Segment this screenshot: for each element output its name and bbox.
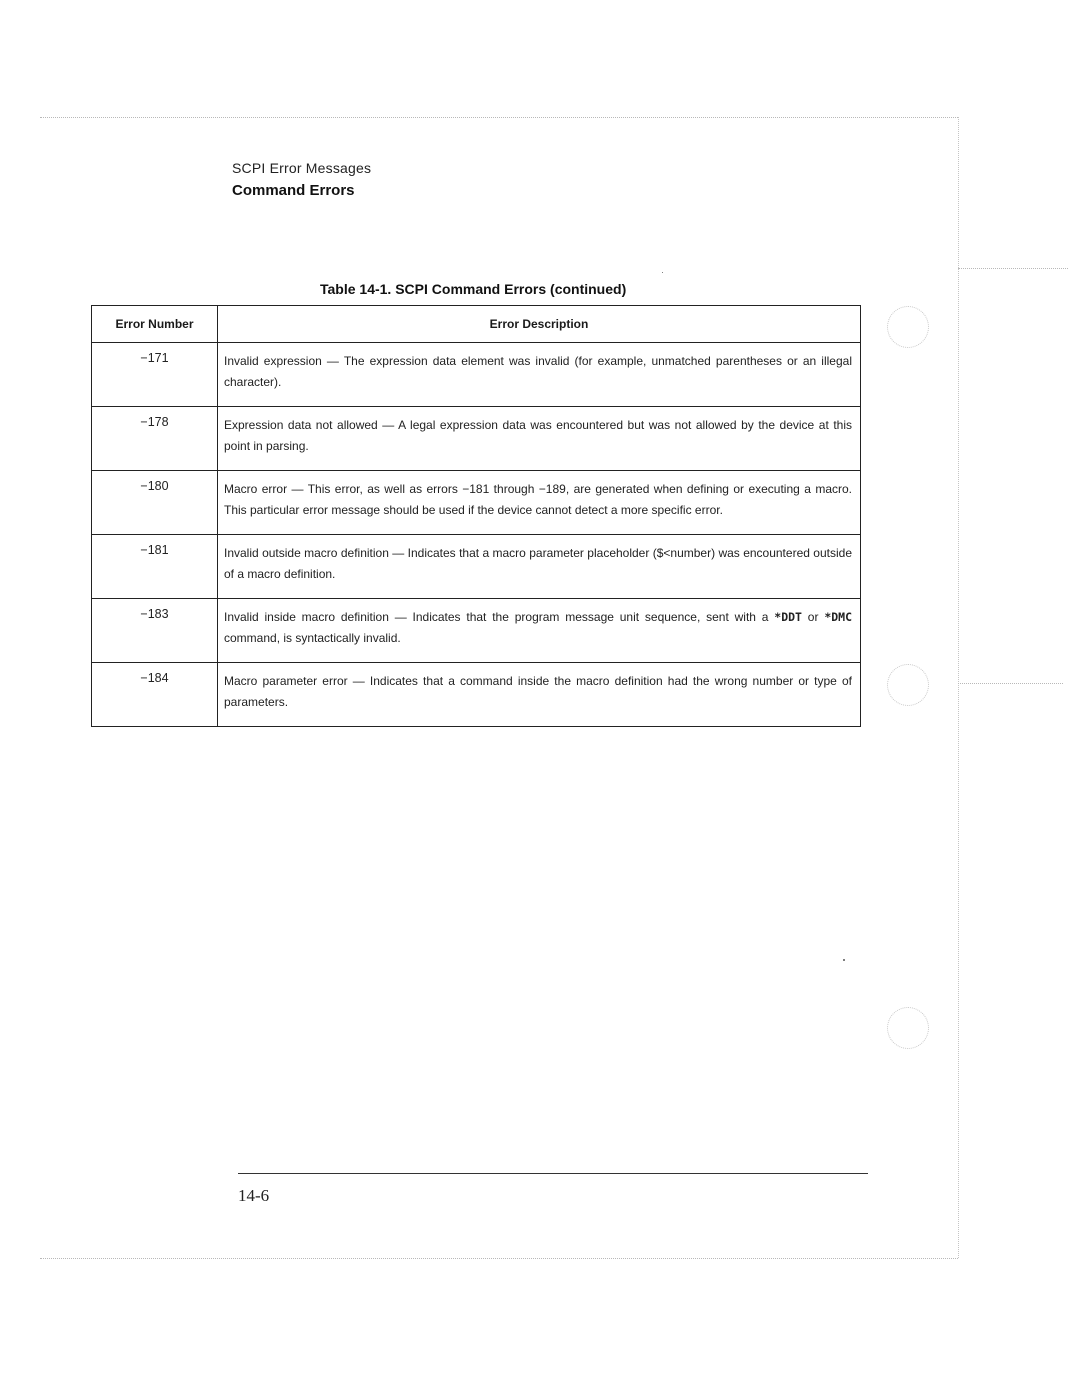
error-description: Invalid expression — The expression data element was invalid (for example, unmatched parentheses or an illegal character).: [218, 343, 861, 407]
punch-hole-top: [887, 306, 929, 348]
error-description: [218, 599, 861, 663]
description-text: command, is syntactically invalid.: [224, 631, 401, 645]
section-title: Command Errors: [232, 182, 355, 199]
footer-rule: [238, 1173, 868, 1174]
scan-mark-right-1: [958, 268, 1068, 269]
scan-edge-right: [958, 117, 959, 1258]
command-code: *DMC: [824, 610, 853, 624]
table-row: [92, 343, 861, 407]
table-row: [92, 599, 861, 663]
punch-hole-middle: [887, 664, 929, 706]
table-header-row: [92, 306, 861, 343]
table-row: [92, 663, 861, 727]
error-table: [91, 305, 861, 727]
scan-mark-right-2: [958, 683, 1063, 684]
error-number: −183: [92, 599, 218, 663]
error-number: −178: [92, 407, 218, 471]
scan-speck: [662, 272, 663, 273]
table-row: [92, 471, 861, 535]
error-number: −184: [92, 663, 218, 727]
error-description: Macro parameter error — Indicates that a command inside the macro definition had the wrong number or type of parameters.: [218, 663, 861, 727]
column-header-error-description: Error Description: [218, 306, 861, 343]
scan-edge-bottom: [40, 1258, 958, 1259]
running-head: SCPI Error Messages: [232, 160, 372, 176]
error-number: −171: [92, 343, 218, 407]
table-caption: Table 14-1. SCPI Command Errors (continued): [320, 281, 627, 297]
description-text: or: [801, 610, 825, 624]
error-description: Expression data not allowed — A legal expression data was encountered but was not allowed by the device at this point in parsing.: [218, 407, 861, 471]
description-text: Invalid inside macro definition — Indicates that the program message unit sequence, sent with a: [224, 610, 775, 624]
scan-edge-top: [40, 117, 958, 118]
table-row: [92, 407, 861, 471]
error-description: Macro error — This error, as well as errors −181 through −189, are generated when defining or executing a macro. This particular error message should be used if the device cannot detect a more specific error.: [218, 471, 861, 535]
scan-speck: [843, 959, 845, 961]
error-number: −181: [92, 535, 218, 599]
punch-hole-bottom: [887, 1007, 929, 1049]
page-number: 14-6: [238, 1186, 270, 1205]
command-code: *DDT: [774, 610, 802, 624]
column-header-error-number: Error Number: [92, 306, 218, 343]
table-row: [92, 535, 861, 599]
error-number: −180: [92, 471, 218, 535]
error-description: Invalid outside macro definition — Indicates that a macro parameter placeholder ($<number) was encountered outside of a macro definition.: [218, 535, 861, 599]
